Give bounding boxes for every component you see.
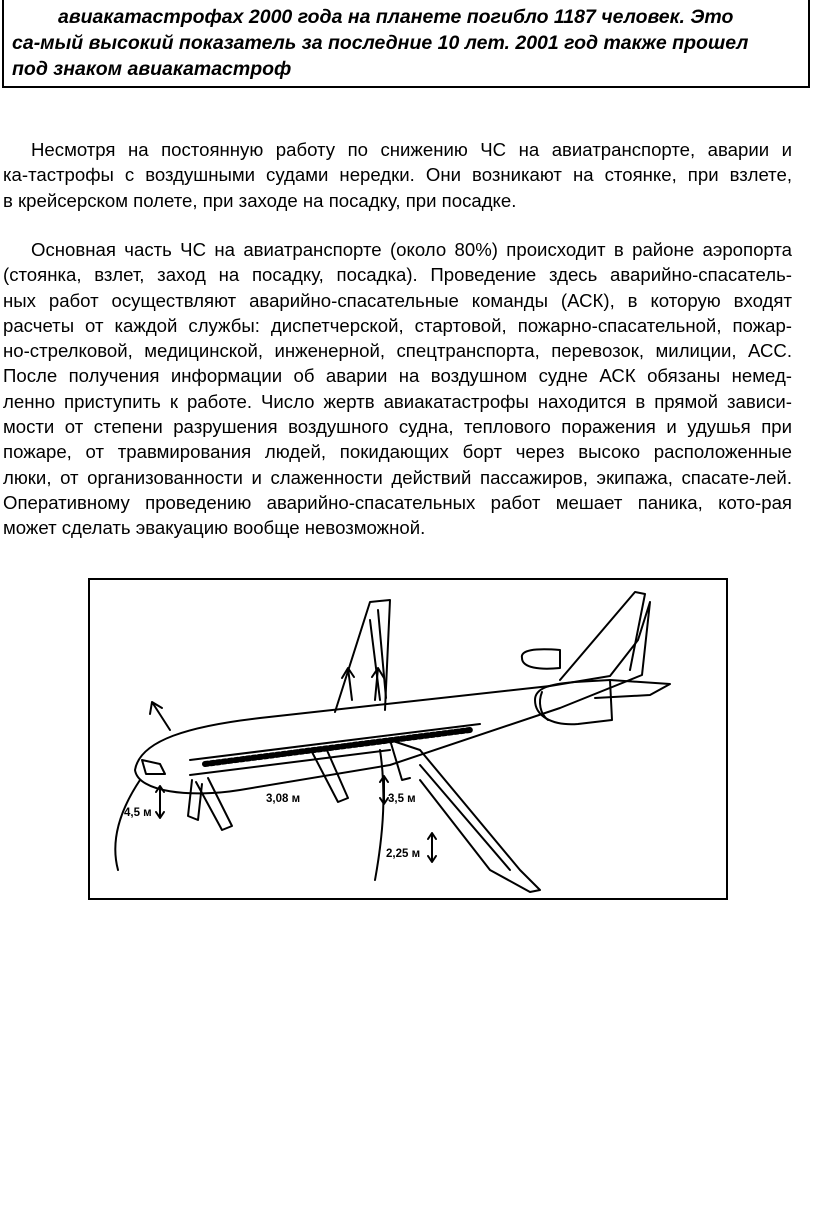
- text-line: Несмотря на постоянную работу по снижению ЧС на авиатранспорте, аварии и: [31, 139, 792, 160]
- highlight-line: авиакатастрофах 2000 года на планете погибло 1187 человек. Это: [58, 6, 734, 28]
- tail-fin: [560, 592, 645, 680]
- dim-nose: [156, 786, 164, 818]
- paragraph-accidents: [3, 137, 792, 213]
- paragraph-rescue: [3, 237, 792, 541]
- text-line: Основная часть ЧС на авиатранспорте (около 80%) происходит в районе аэропорта: [31, 239, 792, 260]
- label-nose-height: 4,5 м: [124, 807, 152, 819]
- dim-overwing: [380, 776, 388, 804]
- text-line: мости от степени разрушения воздушного судна, теплового поражения и удушья при: [3, 416, 792, 438]
- text-line: (стоянка, взлет, заход на посадку, посадка). Проведение здесь аварийно-спасатель-: [3, 264, 792, 286]
- text-line: ных работ осуществляют аварийно-спасательные команды (АСК), в которую входят: [3, 289, 792, 311]
- label-fuselage-height: 3,08 м: [266, 793, 301, 805]
- arrow-up-left: [150, 702, 170, 730]
- text-line: в крейсерском полете, при заходе на посадку, при посадке.: [3, 189, 517, 211]
- rear-engine: [522, 649, 560, 668]
- highlight-text: [12, 4, 788, 82]
- evacuation-path-left: [115, 780, 140, 870]
- text-line: Оперативному проведению аварийно-спасательных работ мешает паника, кото-рая: [3, 491, 792, 513]
- text-line: ка-тастрофы с воздушными судами нередки. Они возникают на стоянке, при взлете,: [3, 164, 792, 186]
- text-line: расчеты от каждой службы: диспетчерской, стартовой, пожарно-спасательной, пожар-: [3, 314, 792, 336]
- text-line: После получения информации об аварии на воздушном судне АСК обязаны немед-: [3, 365, 792, 387]
- evacuation-path-mid: [375, 750, 383, 880]
- highlight-box: [2, 0, 810, 88]
- text-line: ленно приступить к работе. Число жертв авиакатастрофы находится в прямой зависи-: [3, 390, 792, 412]
- text-line: но-стрелковой, медицинской, инженерной, спецтранспорта, перевозок, милиции, АСС.: [3, 340, 792, 362]
- text-line: люки, от организованности и слаженности действий пассажиров, экипажа, спасате-лей.: [3, 466, 792, 488]
- label-wing-height: 2,25 м: [386, 848, 421, 860]
- highlight-line: са-мый высокий показатель за последние 10 лет. 2001 год также прошел: [12, 32, 749, 54]
- text-line: может сделать эвакуацию вообще невозможной.: [3, 517, 426, 539]
- aircraft-drawing: [90, 580, 726, 898]
- text-line: пожаре, от травмирования людей, покидающих борт через высоко расположенные: [3, 441, 792, 463]
- label-overwing-height: 3,5 м: [388, 793, 416, 805]
- aircraft-evacuation-figure: [88, 578, 728, 900]
- cockpit: [142, 760, 165, 774]
- dim-wing: [428, 833, 436, 862]
- front-slide-2: [188, 780, 202, 820]
- highlight-line: под знаком авиакатастроф: [12, 58, 292, 80]
